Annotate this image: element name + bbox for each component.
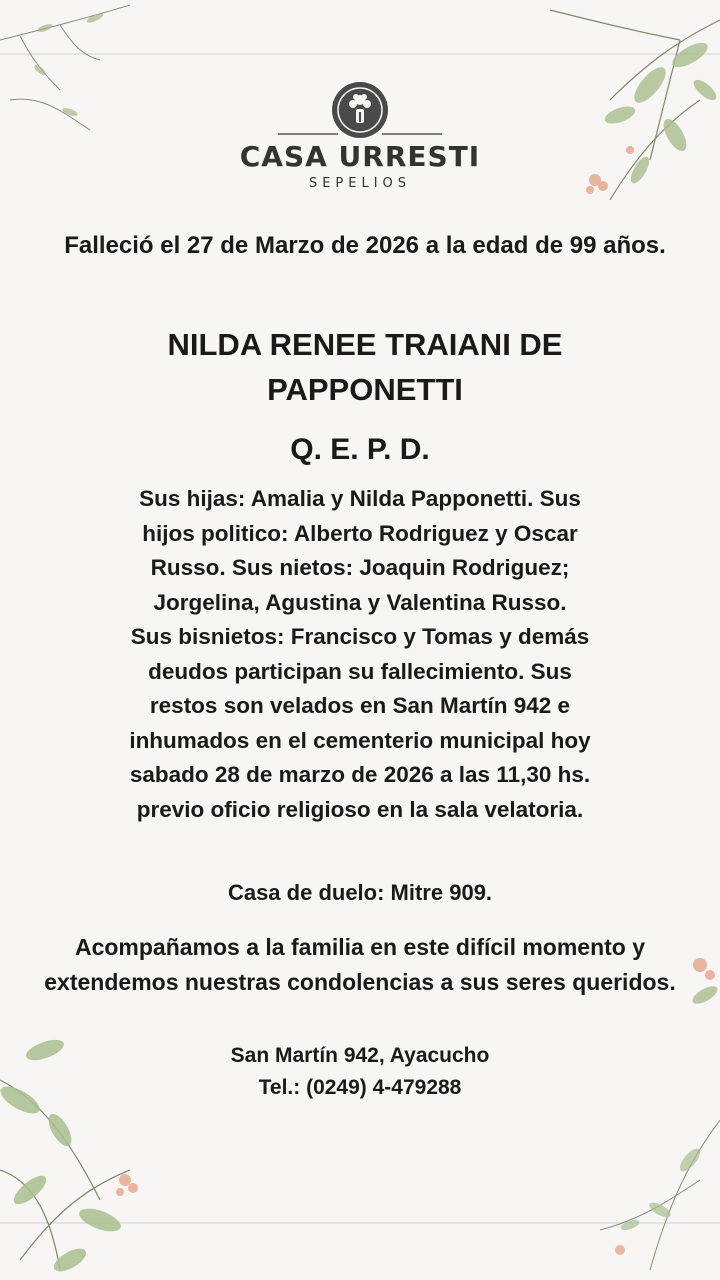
body-line: sabado 28 de marzo de 2026 a las 11,30 hs. [129, 762, 591, 787]
condolences-message: Acompañamos a la familia en este difícil momento y extendemos nuestras condolencias a sus seres queridos. [44, 934, 676, 995]
logo-divider-lines [0, 132, 720, 136]
body-line: inhumados en el cementerio municipal hoy [129, 727, 591, 753]
deceased-name: NILDA RENEE TRAIANI DE PAPPONETTI [167, 327, 563, 407]
body-line: hijos politico: Alberto Rodriguez y Oscar [142, 520, 578, 546]
phone-text: Tel.: (0249) 4-479288 [258, 1076, 462, 1099]
casa-de-duelo: Casa de duelo: Mitre 909. [227, 880, 493, 905]
death-date-line: Falleció el 27 de Marzo de 2026 a la edad de 99 años. [64, 232, 666, 259]
address-text: San Martín 942, Ayacucho [230, 1044, 490, 1067]
body-line: deudos participan su fallecimiento. Sus [148, 658, 572, 684]
brand-name: CASA URRESTI [239, 140, 481, 173]
body-line: Sus hijas: Amalia y Nilda Papponetti. Sus [139, 486, 581, 511]
body-line: Sus bisnietos: Francisco y Tomas y demás [130, 624, 590, 649]
body-line: Russo. Sus nietos: Joaquin Rodriguez; [150, 555, 570, 580]
notice-body [60, 482, 660, 827]
body-line: previo oficio religioso en la sala velatoria. [136, 796, 584, 822]
body-line: restos son velados en San Martín 942 e [149, 693, 571, 718]
qepd-text: Q. E. P. D. [290, 433, 430, 466]
bottom-right-floral-decoration [590, 1100, 720, 1280]
brand-subtitle: SEPELIOS [308, 176, 412, 191]
body-line: Jorgelina, Agustina y Valentina Russo. [153, 589, 567, 615]
brand-logo [0, 82, 720, 138]
tree-logo-icon [332, 82, 388, 138]
